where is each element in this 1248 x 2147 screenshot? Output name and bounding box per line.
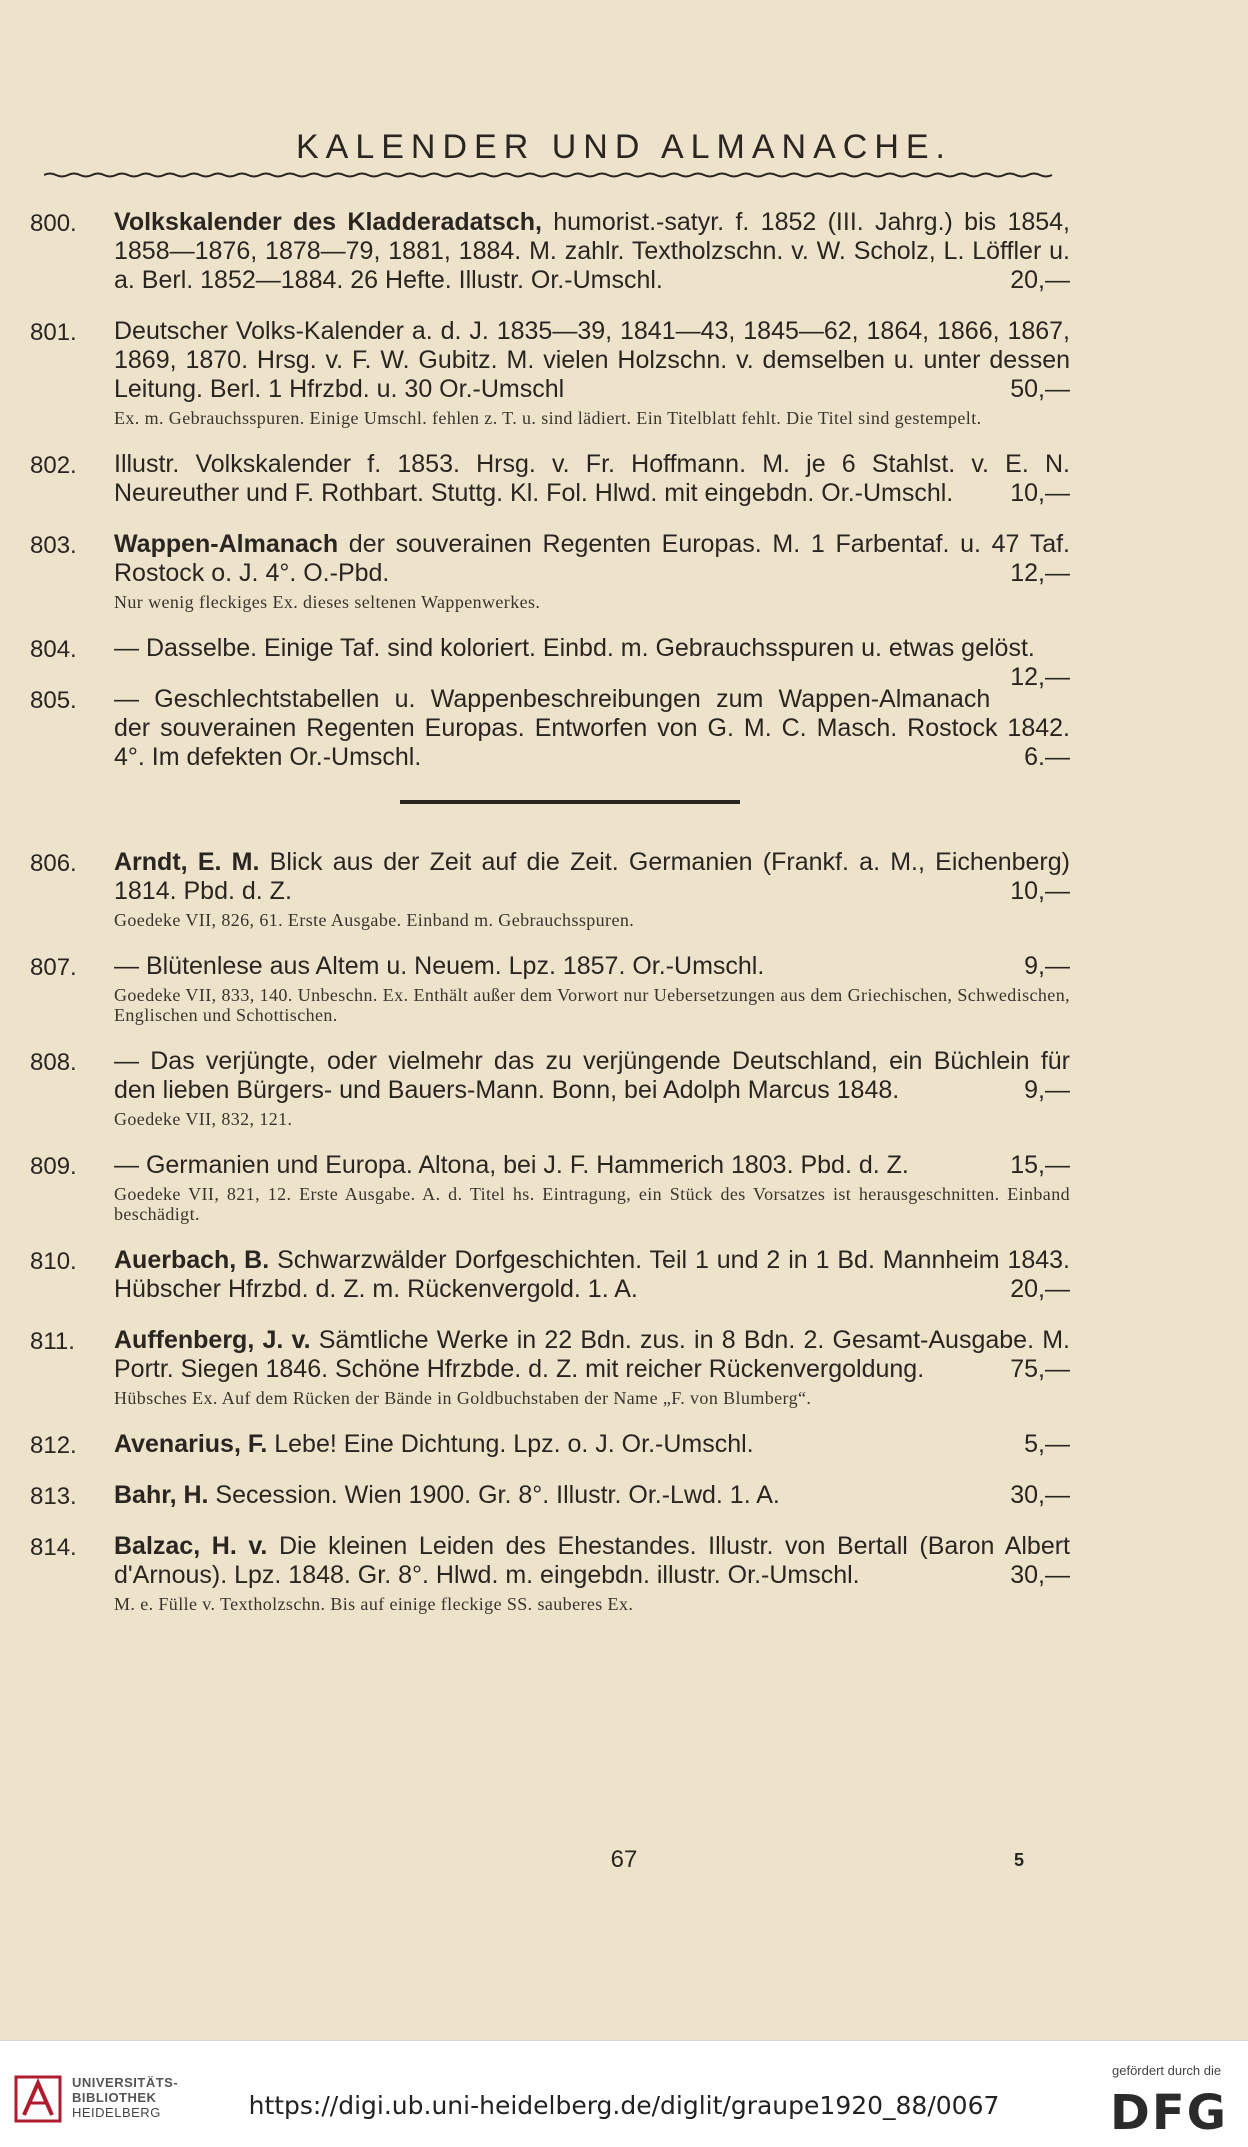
entry-description [114, 952, 1070, 981]
entry-list [30, 208, 1070, 1636]
catalog-entry [30, 1326, 1070, 1408]
page-number: 67 [610, 1846, 638, 1873]
entry-number: 806. [30, 850, 77, 877]
entry-price: 20,— [1010, 1275, 1070, 1303]
entry-price: 5,— [1024, 1430, 1070, 1458]
entry-price: 10,— [1010, 877, 1070, 905]
catalog-entry [30, 530, 1070, 612]
viewer-footer [0, 2040, 1248, 2147]
entry-price: 30,— [1010, 1481, 1070, 1509]
entry-text: Secession. Wien 1900. Gr. 8°. Illustr. Or.-Lwd. 1. A. [208, 1481, 780, 1509]
entry-note: Goedeke VII, 821, 12. Erste Ausgabe. A. d. Titel hs. Eintragung, ein Stück des Vorsatzes ist herausgeschnitten. Einband beschädigt. [114, 1184, 1070, 1224]
entry-description [114, 208, 1070, 295]
entry-number: 808. [30, 1049, 77, 1076]
entry-author: Auerbach, B. [114, 1246, 270, 1274]
entry-number: 801. [30, 319, 77, 346]
running-head: KALENDER UND ALMANACHE. [295, 128, 952, 166]
entry-price: 75,— [1010, 1355, 1070, 1383]
section-separator [400, 800, 740, 804]
catalog-entry [30, 1481, 1070, 1510]
entry-price: 12,— [1010, 663, 1070, 691]
catalog-entry [30, 634, 1070, 691]
entry-number: 804. [30, 636, 77, 663]
entry-text: — Blütenlese aus Altem u. Neuem. Lpz. 1857. Or.-Umschl. [114, 952, 765, 980]
catalog-entry [30, 317, 1070, 428]
entry-group-calendars [30, 208, 1070, 772]
wavy-rule [44, 172, 1056, 178]
entry-price: 9,— [1024, 952, 1070, 980]
entry-price: 9,— [1024, 1076, 1070, 1104]
entry-author: Avenarius, F. [114, 1430, 268, 1458]
entry-description [114, 1047, 1070, 1105]
catalog-entry [30, 1151, 1070, 1224]
entry-note: Hübsches Ex. Auf dem Rücken der Bände in Goldbuchstaben der Name „F. von Blumberg“. [114, 1388, 812, 1408]
entry-text: Illustr. Volkskalender f. 1853. Hrsg. v. Fr. Hoffmann. M. je 6 Stahlst. v. E. N. Neureuther und F. Rothbart. Stuttg. Kl. Fol. Hlwd. mit eingebdn. Or.-Umschl. [114, 450, 1070, 507]
permalink[interactable]: https://digi.ub.uni-heidelberg.de/diglit/graupe1920_88/0067 [248, 2091, 1000, 2120]
entry-description [114, 634, 1070, 691]
entry-text: Sämtliche Werke in 22 Bdn. zus. in 8 Bdn. 2. Gesamt-Ausgabe. M. Portr. Siegen 1846. Schöne Hfrzbde. d. Z. mit reicher Rückenvergoldung. [114, 1326, 1070, 1383]
entry-description [114, 685, 1070, 772]
entry-description [114, 450, 1070, 508]
entry-number: 803. [30, 532, 77, 559]
entry-number: 810. [30, 1248, 77, 1275]
entry-text: humorist.-satyr. f. 1852 (III. Jahrg.) bis 1854, 1858—1876, 1878—79, 1881, 1884. M. zahlr. Textholzschn. v. W. Scholz, L. Löffler u. a. Berl. 1852—1884. 26 Hefte. Illustr. Or.-Umschl. [114, 208, 1071, 294]
entry-text: — Germanien und Europa. Altona, bei J. F. Hammerich 1803. Pbd. d. Z. [114, 1151, 909, 1179]
entry-author: Wappen-Almanach [114, 530, 339, 558]
entry-note: Goedeke VII, 826, 61. Erste Ausgabe. Einband m. Gebrauchsspuren. [114, 910, 635, 930]
catalog-entry [30, 848, 1070, 930]
entry-price: 12,— [1010, 559, 1070, 587]
entry-description [114, 848, 1070, 906]
entry-number: 814. [30, 1534, 77, 1561]
catalog-entry [30, 1430, 1070, 1459]
entry-text: Lebe! Eine Dichtung. Lpz. o. J. Or.-Umschl. [267, 1430, 754, 1458]
entry-note: Nur wenig fleckiges Ex. dieses seltenen Wappenwerkes. [114, 592, 541, 612]
entry-author: Balzac, H. v. [114, 1532, 268, 1560]
entry-price: 50,— [1010, 375, 1070, 403]
entry-text: Die kleinen Leiden des Ehestandes. Illustr. von Bertall (Baron Albert d'Arnous). Lpz. 1848. Gr. 8°. Hlwd. m. eingebdn. illustr. Or.-Umschl. [114, 1532, 1070, 1589]
catalog-entry [30, 952, 1070, 1025]
entry-number: 812. [30, 1432, 77, 1459]
entry-price: 6.— [1024, 743, 1070, 771]
entry-author: Auffenberg, J. v. [114, 1326, 311, 1354]
entry-price: 30,— [1010, 1561, 1070, 1589]
catalog-entry [30, 1047, 1070, 1129]
entry-description [114, 1532, 1070, 1590]
entry-number: 807. [30, 954, 77, 981]
entry-text: Schwarzwälder Dorfgeschichten. Teil 1 und 2 in 1 Bd. Mannheim 1843. Hübscher Hfrzbd. d. Z. m. Rückenvergold. 1. A. [114, 1246, 1071, 1303]
entry-author: Arndt, E. M. [114, 848, 260, 876]
entry-author: Bahr, H. [114, 1481, 209, 1509]
entry-description [114, 1430, 1070, 1459]
entry-text: — Dasselbe. Einige Taf. sind koloriert. Einbd. m. Gebrauchsspuren u. etwas gelöst. [114, 634, 1035, 662]
entry-number: 800. [30, 210, 77, 237]
entry-description [114, 1326, 1070, 1384]
entry-text: Blick aus der Zeit auf die Zeit. Germanien (Frankf. a. M., Eichenberg) 1814. Pbd. d. Z. [114, 848, 1070, 905]
entry-author: Volkskalender des Kladderadatsch, [114, 208, 542, 236]
funder-caption: gefördert durch die [1112, 2063, 1222, 2078]
entry-note: Goedeke VII, 832, 121. [114, 1109, 293, 1129]
entry-description [114, 530, 1070, 588]
entry-number: 809. [30, 1153, 77, 1180]
entry-number: 813. [30, 1483, 77, 1510]
entry-price: 10,— [1010, 479, 1070, 507]
entry-text: — Das verjüngte, oder vielmehr das zu verjüngende Deutschland, ein Büchlein für den lieben Bürgers- und Bauers-Mann. Bonn, bei Adolph Marcus 1848. [114, 1047, 1070, 1104]
entry-number: 811. [30, 1328, 75, 1355]
entry-text: der souverainen Regenten Europas. M. 1 Farbentaf. u. 47 Taf. Rostock o. J. 4°. O.-Pbd. [114, 530, 1070, 587]
signature-mark: 5 [1014, 1850, 1025, 1870]
entry-number: 805. [30, 687, 77, 714]
catalog-entry [30, 208, 1070, 295]
entry-note: Ex. m. Gebrauchsspuren. Einige Umschl. fehlen z. T. u. sind lädiert. Ein Titelblatt fehlt. Die Titel sind gestempelt. [114, 408, 982, 428]
entry-price: 20,— [1010, 266, 1070, 294]
library-name: UNIVERSITÄTS- BIBLIOTHEK HEIDELBERG [72, 2075, 179, 2120]
catalog-entry [30, 685, 1070, 772]
entry-description [114, 317, 1070, 404]
entry-price: 15,— [1010, 1151, 1070, 1179]
entry-group-authors [30, 848, 1070, 1614]
entry-note: Goedeke VII, 833, 140. Unbeschn. Ex. Enthält außer dem Vorwort nur Uebersetzungen aus dem Griechischen, Schwedischen, Englischen und Schottischen. [114, 985, 1070, 1025]
dfg-logo[interactable]: DFG [1110, 2085, 1229, 2141]
entry-description [114, 1151, 1070, 1180]
entry-number: 802. [30, 452, 77, 479]
catalog-entry [30, 450, 1070, 508]
entry-note: M. e. Fülle v. Textholzschn. Bis auf einige fleckige SS. sauberes Ex. [114, 1594, 634, 1614]
entry-text: Deutscher Volks-Kalender a. d. J. 1835—39, 1841—43, 1845—62, 1864, 1866, 1867, 1869, 1870. Hrsg. v. F. W. Gubitz. M. vielen Holzschn. v. demselben u. unter dessen Leitung. Berl. 1 Hfrzbd. u. 30 Or.-Umschl [114, 317, 1070, 403]
catalog-entry [30, 1532, 1070, 1614]
entry-description [114, 1246, 1070, 1304]
entry-text: — Geschlechtstabellen u. Wappenbeschreibungen zum Wappen-Almanach der souverainen Regenten Europas. Entworfen von G. M. C. Masch. Rostock 1842. 4°. Im defekten Or.-Umschl. [114, 685, 1070, 771]
entry-description [114, 1481, 1070, 1510]
catalog-entry [30, 1246, 1070, 1304]
